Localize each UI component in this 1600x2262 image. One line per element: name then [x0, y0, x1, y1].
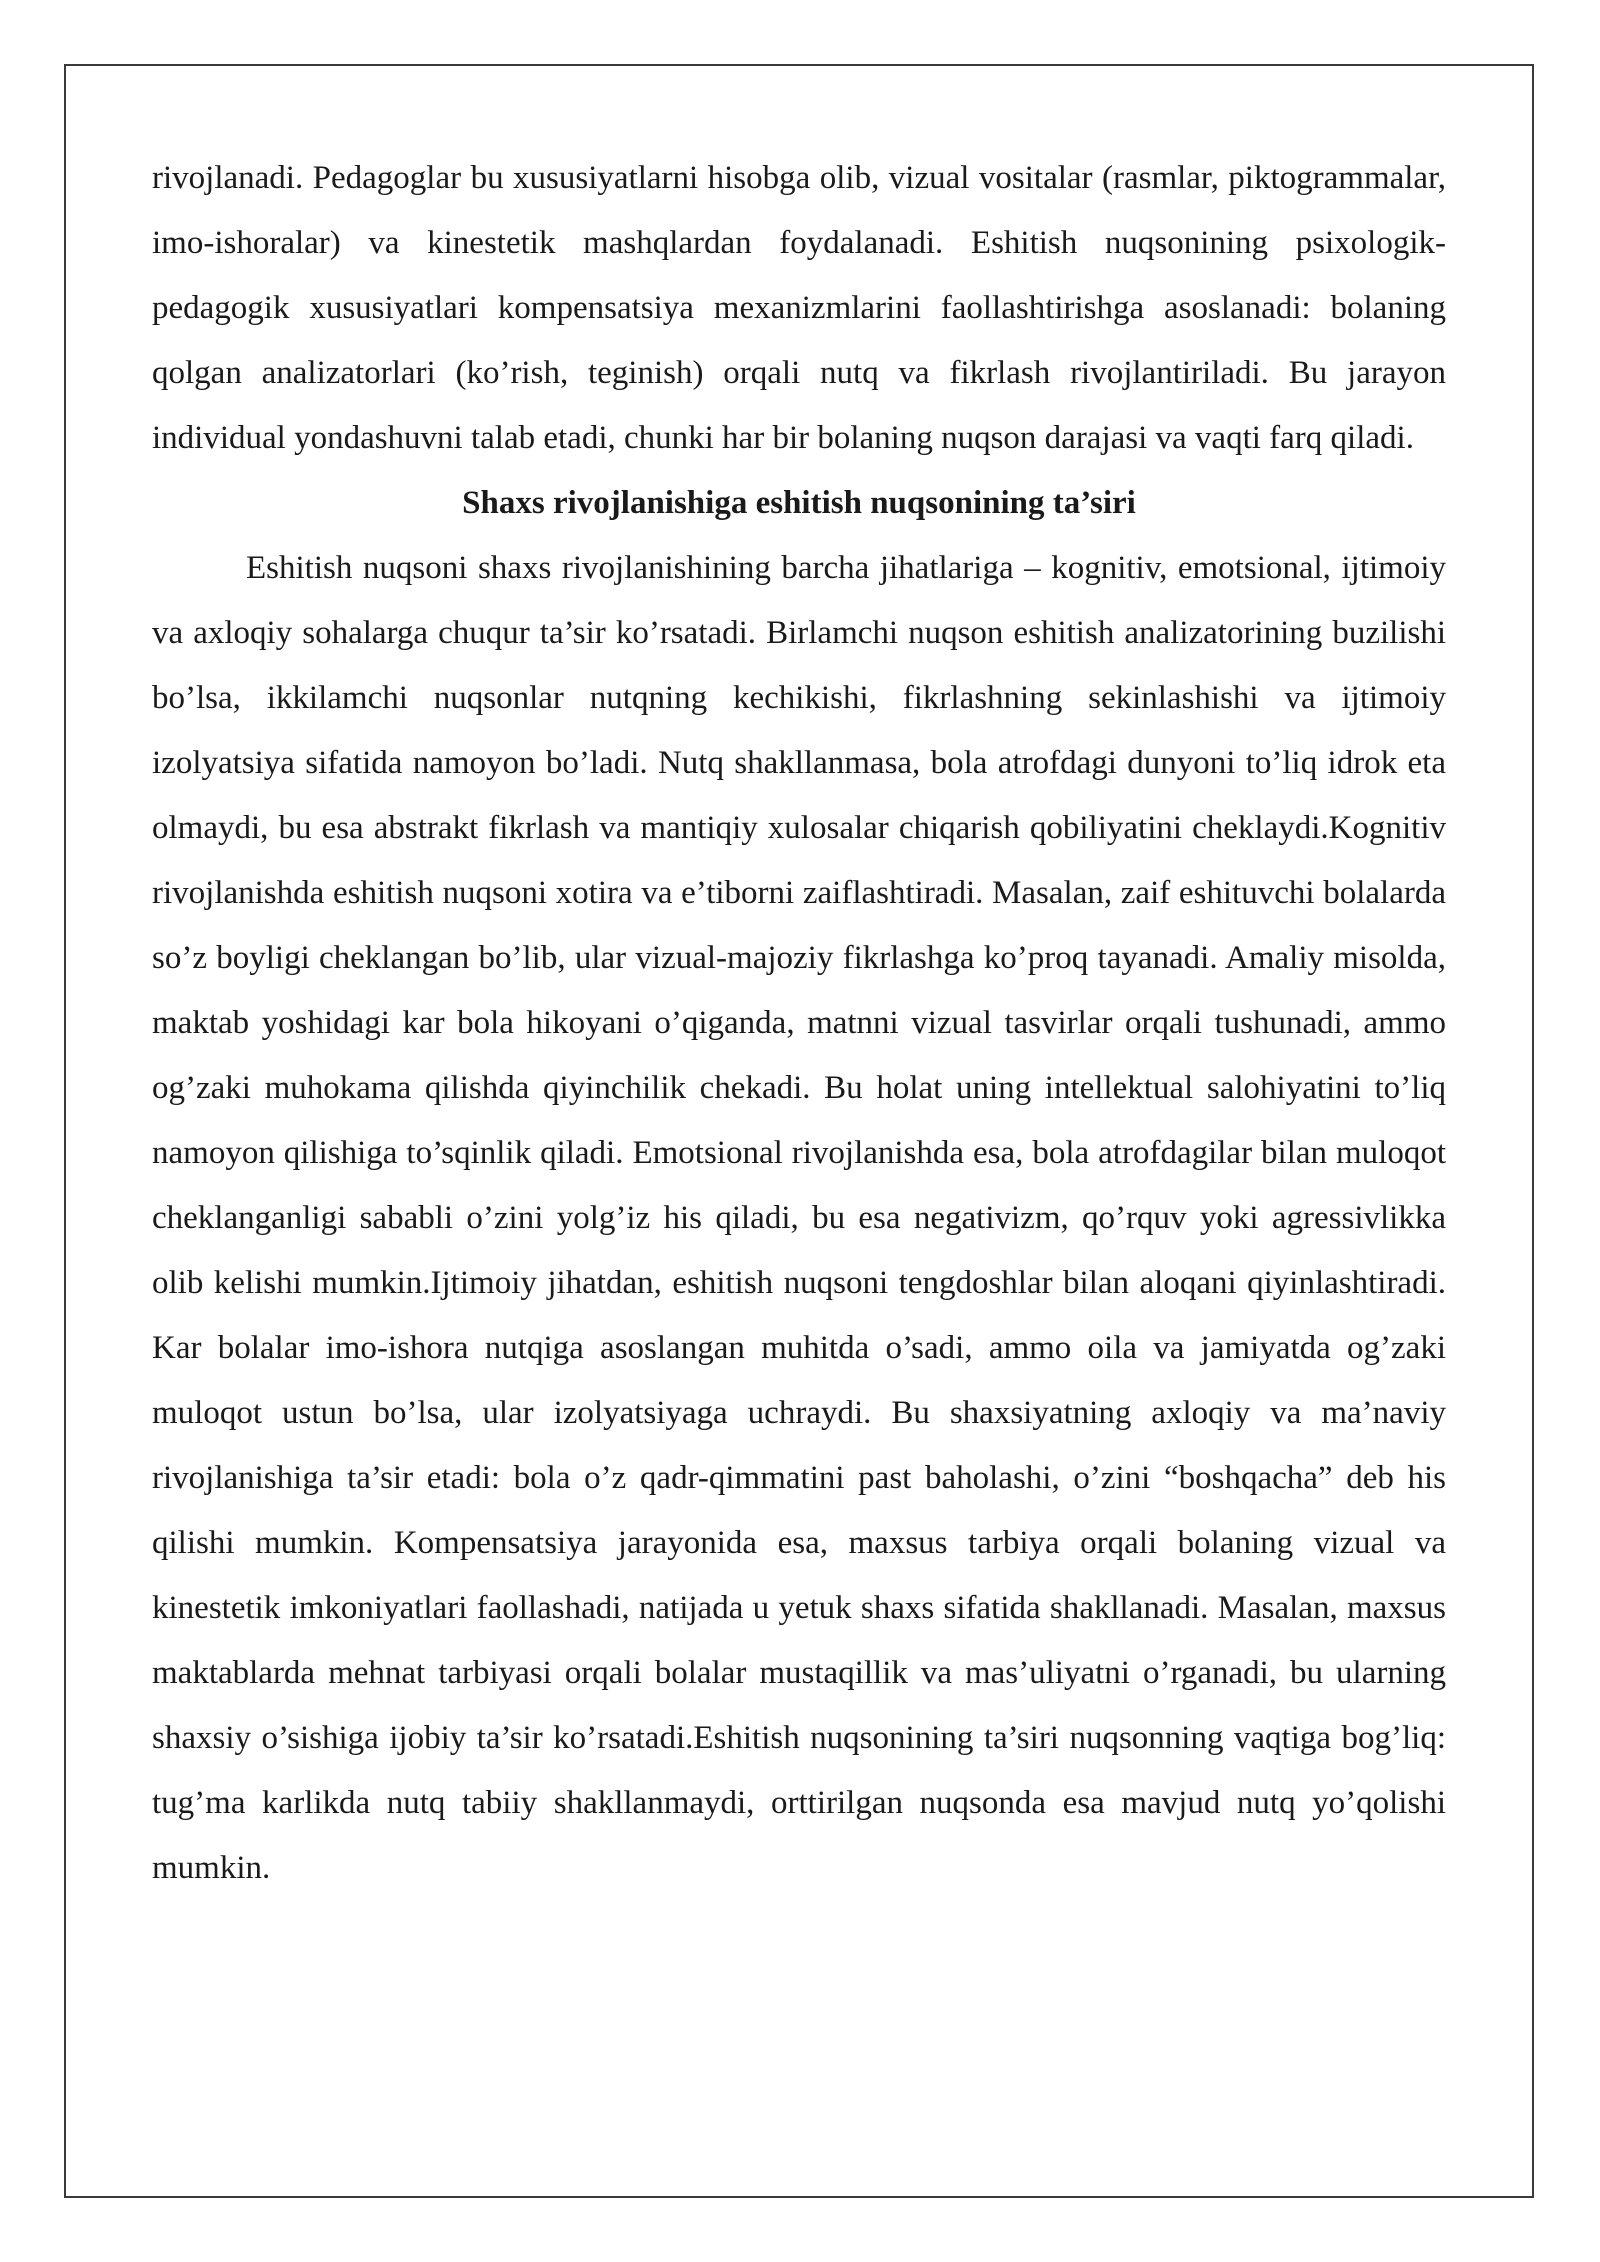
- section-heading: Shaxs rivojlanishiga eshitish nuqsonining ta’siri: [462, 485, 1136, 521]
- paragraph-main: Eshitish nuqsoni shaxs rivojlanishining barcha jihatlariga – kognitiv, emotsional, ijtimoiy va axloqiy sohalarga chuqur ta’sir ko’rsatadi. Birlamchi nuqson eshitish analizatorining buzilishi bo’lsa, ikkilamchi nuqsonlar nutqning kechikishi, fikrlashning sekinlashishi va ijtimoiy izolyatsiya sifatida namoyon bo’ladi. Nutq shakllanmasa, bola atrofdagi dunyoni to’liq idrok eta olmaydi, bu esa abstrakt fikrlash va mantiqiy xulosalar chiqarish qobiliyatini cheklaydi.Kognitiv rivojlanishda eshitish nuqsoni xotira va e’tiborni zaiflashtiradi. Masalan, zaif eshituvchi bolalarda so’z boyligi cheklangan bo’lib, ular vizual-majoziy fikrlashga ko’proq tayanadi. Amaliy misolda, maktab yoshidagi kar bola hikoyani o’qiganda, matnni vizual tasvirlar orqali tushunadi, ammo og’zaki muhokama qilishda qiyinchilik chekadi. Bu holat uning intellektual salohiyatini to’liq namoyon qilishiga to’sqinlik qiladi. Emotsional rivojlanishda esa, bola atrofdagilar bilan muloqot cheklanganligi sababli o’zini yolg’iz his qiladi, bu esa negativizm, qo’rquv yoki agressivlikka olib kelishi mumkin.Ijtimoiy jihatdan, eshitish nuqsoni tengdoshlar bilan aloqani qiyinlashtiradi. Kar bolalar imo-ishora nutqiga asoslangan muhitda o’sadi, ammo oila va jamiyatda og’zaki muloqot ustun bo’lsa, ular izolyatsiyaga uchraydi. Bu shaxsiyatning axloqiy va ma’naviy rivojlanishiga ta’sir etadi: bola o’z qadr-qimmatini past baholashi, o’zini “boshqacha” deb his qilishi mumkin. Kompensatsiya jarayonida esa, maxsus tarbiya orqali bolaning vizual va kinestetik imkoniyatlari faollashadi, natijada u yetuk shaxs sifatida shakllanadi. Masalan, maxsus maktablarda mehnat tarbiyasi orqali bolalar mustaqillik va mas’uliyatni o’rganadi, bu ularning shaxsiy o’sishiga ijobiy ta’sir ko’rsatadi.Eshitish nuqsonining ta’siri nuqsonning vaqtiga bog’liq: tug’ma karlikda nutq tabiiy shakllanmaydi, orttirilgan nuqsonda esa mavjud nutq yo’qolishi mumkin.: [152, 550, 1446, 1886]
- document-body: [152, 146, 1446, 1901]
- paragraph-continued: rivojlanadi. Pedagoglar bu xususiyatlarni hisobga olib, vizual vositalar (rasmlar, piktogrammalar, imo-ishoralar) va kinestetik mashqlardan foydalanadi. Eshitish nuqsonining psixologik-pedagogik xususiyatlari kompensatsiya mexanizmlarini faollashtirishga asoslanadi: bolaning qolgan analizatorlari (ko’rish, teginish) orqali nutq va fikrlash rivojlantiriladi. Bu jarayon individual yondashuvni talab etadi, chunki har bir bolaning nuqson darajasi va vaqti farq qiladi.: [152, 160, 1446, 456]
